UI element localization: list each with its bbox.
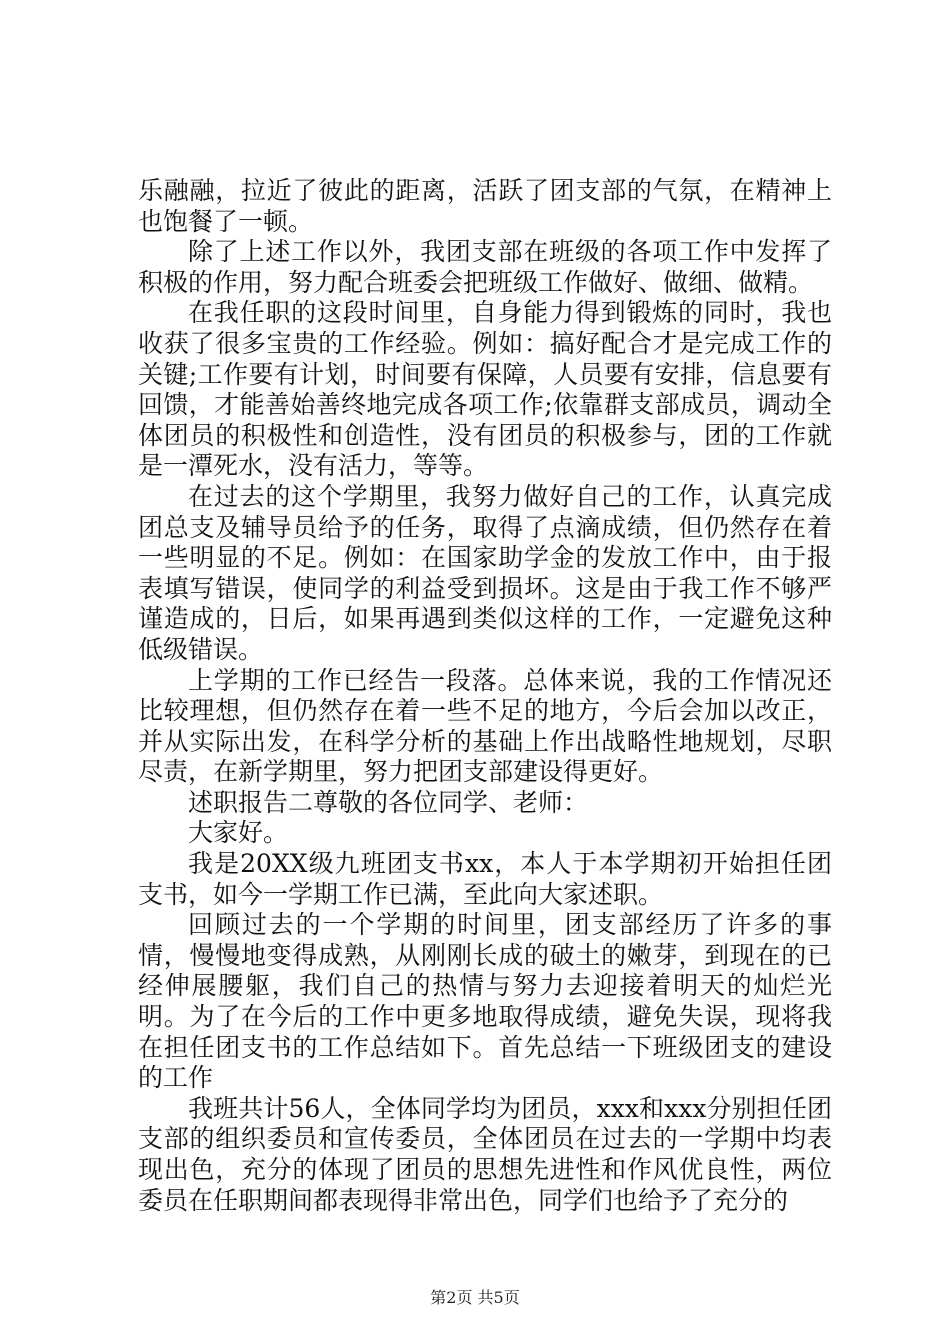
- document-body: [138, 176, 832, 1216]
- page-number-footer: 第2页 共5页: [430, 1288, 520, 1307]
- paragraph: 乐融融，拉近了彼此的距离，活跃了团支部的气氛，在精神上也饱餐了一顿。: [138, 176, 832, 236]
- paragraph: 除了上述工作以外，我团支部在班级的各项工作中发挥了积极的作用，努力配合班委会把班级工作做好、做细、做精。: [138, 237, 832, 297]
- paragraph: 大家好。: [188, 818, 289, 848]
- paragraph: 在过去的这个学期里，我努力做好自己的工作，认真完成团总支及辅导员给予的任务，取得了点滴成绩，但仍然存在着一些明显的不足。例如：在国家助学金的发放工作中，由于报表填写错误，使同学的利益受到损坏。这是由于我工作不够严谨造成的，日后，如果再遇到类似这样的工作，一定避免这种低级错误。: [138, 481, 832, 664]
- paragraph: 述职报告二尊敬的各位同学、老师：: [188, 787, 589, 817]
- paragraph: 上学期的工作已经告一段落。总体来说，我的工作情况还比较理想，但仍然存在着一些不足的地方，今后会加以改正，并从实际出发，在科学分析的基础上作出战略性地规划，尽职尽责，在新学期里，努力把团支部建设得更好。: [138, 665, 832, 787]
- paragraph: 我班共计56人，全体同学均为团员，xxx和xxx分别担任团支部的组织委员和宣传委员，全体团员在过去的一学期中均表现出色，充分的体现了团员的思想先进性和作风优良性，两位委员在任职期间都表现得非常出色，同学们也给予了充分的: [138, 1093, 832, 1215]
- paragraph: 回顾过去的一个学期的时间里，团支部经历了许多的事情，慢慢地变得成熟，从刚刚长成的破土的嫩芽，到现在的已经伸展腰躯，我们自己的热情与努力去迎接着明天的灿烂光明。为了在今后的工作中更多地取得成绩，避免失误，现将我在担任团支书的工作总结如下。首先总结一下班级团支的建设的工作: [138, 910, 832, 1093]
- paragraph: 在我任职的这段时间里，自身能力得到锻炼的同时，我也收获了很多宝贵的工作经验。例如：搞好配合才是完成工作的关键;工作要有计划，时间要有保障，人员要有安排，信息要有回馈，才能善始善终地完成各项工作;依靠群支部成员，调动全体团员的积极性和创造性，没有团员的积极参与，团的工作就是一潭死水，没有活力，等等。: [138, 298, 832, 481]
- paragraph: 我是20XX级九班团支书xx，本人于本学期初开始担任团支书，如今一学期工作已满，至此向大家述职。: [138, 849, 832, 909]
